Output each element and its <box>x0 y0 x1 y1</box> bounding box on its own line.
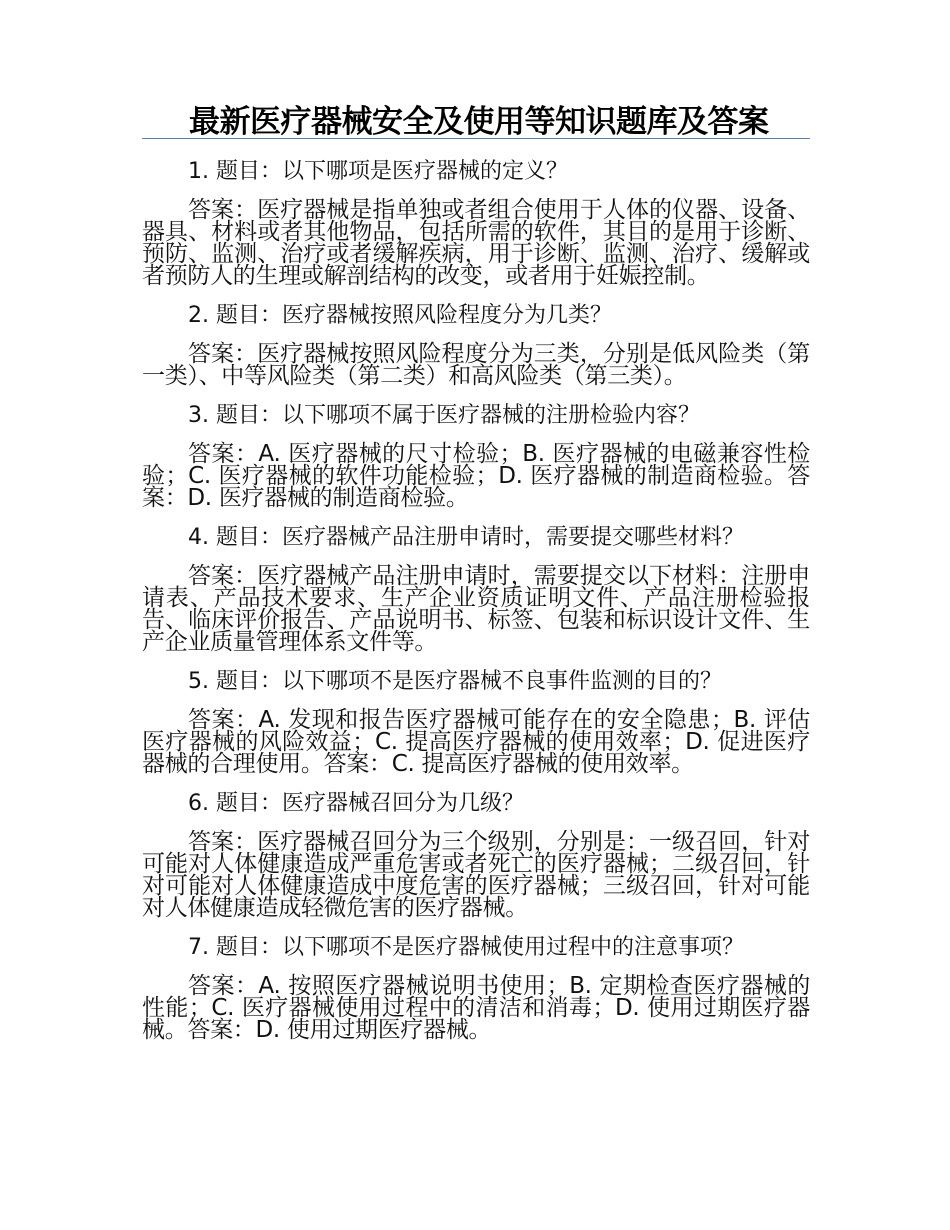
question-text: 2. 题目：医疗器械按照风险程度分为几类？ <box>188 303 612 328</box>
answer-text: 答案：A. 医疗器械的尺寸检验；B. 医疗器械的电磁兼容性检验；C. 医疗器械的软件功能检验；D. 医疗器械的制造商检验。答案：D. 医疗器械的制造商检验。 <box>142 441 810 511</box>
answer-text: 答案：医疗器械召回分为三个级别，分别是：一级召回，针对可能对人体健康造成严重危害或者死亡的医疗器械；二级召回，针对可能对人体健康造成中度危害的医疗器械；三级召回，针对可能对人体健康造成轻微危害的医疗器械。 <box>142 829 810 921</box>
question-text: 4. 题目：医疗器械产品注册申请时，需要提交哪些材料？ <box>188 525 744 550</box>
qa-item-1 <box>142 157 810 287</box>
answer-text: 答案：医疗器械是指单独或者组合使用于人体的仪器、设备、器具、材料或者其他物品，包括所需的软件，其目的是用于诊断、预防、监测、治疗或者缓解疾病，用于诊断、监测、治疗、缓解或者预防人的生理或解剖结构的改变，或者用于妊娠控制。 <box>142 197 810 289</box>
qa-item-3 <box>142 401 810 509</box>
question-text: 6. 题目：医疗器械召回分为几级？ <box>188 791 524 816</box>
answer-text: 答案：医疗器械产品注册申请时，需要提交以下材料：注册申请表、产品技术要求、生产企业资质证明文件、产品注册检验报告、临床评价报告、产品说明书、标签、包装和标识设计文件、生产企业质量管理体系文件等。 <box>142 563 810 655</box>
qa-item-6 <box>142 789 810 919</box>
document-page <box>142 100 810 1055</box>
qa-item-5 <box>142 667 810 775</box>
answer-text: 答案：A. 按照医疗器械说明书使用；B. 定期检查医疗器械的性能；C. 医疗器械使用过程中的清洁和消毒；D. 使用过期医疗器械。答案：D. 使用过期医疗器械。 <box>142 973 810 1043</box>
question-text: 3. 题目：以下哪项不属于医疗器械的注册检验内容？ <box>188 403 700 428</box>
qa-item-7 <box>142 933 810 1041</box>
qa-item-2 <box>142 301 810 387</box>
question-text: 1. 题目：以下哪项是医疗器械的定义？ <box>188 159 568 184</box>
qa-item-4 <box>142 523 810 653</box>
question-text: 5. 题目：以下哪项不是医疗器械不良事件监测的目的？ <box>188 669 722 694</box>
document-title: 最新医疗器械安全及使用等知识题库及答案 <box>189 104 769 140</box>
answer-text: 答案：A. 发现和报告医疗器械可能存在的安全隐患；B. 评估医疗器械的风险效益；C. 提高医疗器械的使用效率；D. 促进医疗器械的合理使用。答案：C. 提高医疗器械的使用效率。 <box>142 707 810 777</box>
answer-text: 答案：医疗器械按照风险程度分为三类，分别是低风险类（第一类）、中等风险类（第二类）和高风险类（第三类）。 <box>142 341 810 389</box>
question-text: 7. 题目：以下哪项不是医疗器械使用过程中的注意事项？ <box>188 935 744 960</box>
